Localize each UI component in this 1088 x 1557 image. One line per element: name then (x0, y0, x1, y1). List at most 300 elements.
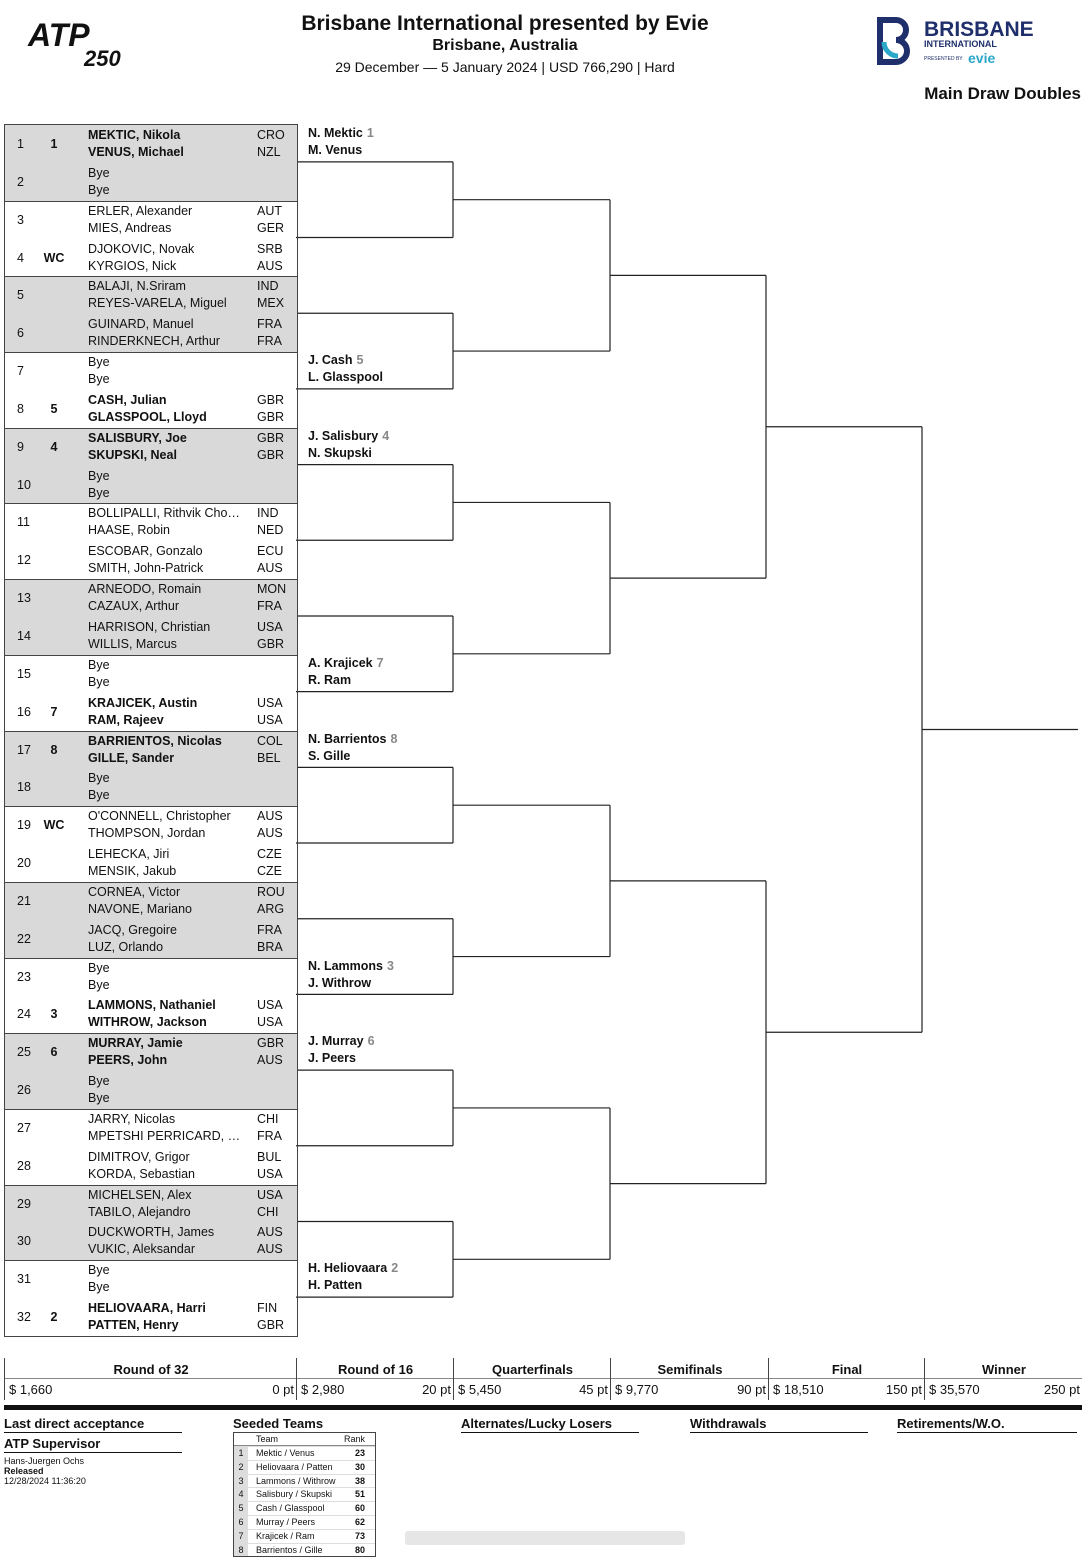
draw-row (5, 882, 297, 920)
player-2: MIES, Andreas (88, 220, 172, 235)
player-2: Bye (88, 182, 110, 197)
player-1: JACQ, Gregoire (88, 922, 177, 937)
seeded-header-team: Team (256, 1434, 279, 1444)
player-2: MPETSHI PERRICARD, … (88, 1128, 241, 1143)
country-2: USA (257, 1015, 283, 1030)
country-1: CRO (257, 128, 285, 142)
player-2: Bye (88, 1091, 110, 1106)
withdrawals-heading: Withdrawals (690, 1416, 868, 1433)
seeded-team-name: Mektic / Venus (256, 1448, 315, 1458)
player-1: Bye (88, 771, 110, 786)
country-1: USA (257, 1187, 283, 1202)
player-1: Bye (88, 165, 110, 180)
country-1: GBR (257, 392, 285, 407)
row-separator (5, 503, 297, 504)
draw-row (5, 428, 297, 466)
round-of-16-entry (308, 731, 397, 765)
seeded-team-name: Murray / Peers (256, 1516, 316, 1527)
country-2: AUS (257, 826, 283, 841)
seeded-team-name: Cash / Glasspool (256, 1503, 325, 1514)
seeded-team-row (234, 1446, 375, 1460)
r16-player-b: J. Peers (308, 1051, 356, 1066)
draw-position: 6 (17, 326, 24, 341)
seeded-team-row (234, 1515, 375, 1529)
row-separator (5, 1109, 297, 1110)
seeded-team-name: Krajicek / Ram (256, 1530, 315, 1541)
draw-position: 31 (17, 1272, 31, 1287)
ranking-points: 0 pt (272, 1382, 294, 1397)
r16-player-a: N. Barrientos (308, 731, 387, 746)
draw-row (5, 201, 297, 239)
draw-row (5, 920, 297, 958)
r16-player-a: H. Heliovaara (308, 1261, 388, 1276)
country-2: AUS (257, 258, 283, 273)
country-2: USA (257, 1166, 283, 1181)
player-2: TABILO, Alejandro (88, 1204, 191, 1219)
player-2: MENSIK, Jakub (88, 864, 177, 879)
draw-position: 10 (17, 477, 31, 492)
draw-row (5, 541, 297, 579)
player-1: CASH, Julian (88, 392, 167, 407)
row-separator (5, 428, 297, 429)
country-1: COL (257, 733, 283, 748)
player-1: LEHECKA, Jiri (88, 847, 170, 862)
r16-seed: 3 (387, 958, 394, 973)
seeded-team-rank: 60 (354, 1503, 365, 1514)
seed-label: 3 (50, 1007, 58, 1022)
player-1: DJOKOVIC, Novak (88, 241, 195, 256)
round-name: Winner (982, 1362, 1026, 1377)
draw-row (5, 1222, 297, 1260)
r16-player-b: S. Gille (308, 748, 351, 763)
retirements-heading: Retirements/W.O. (897, 1416, 1077, 1433)
r16-player-a: J. Salisbury (308, 428, 379, 443)
draw-position: 12 (17, 553, 31, 568)
country-2: USA (257, 712, 283, 727)
prize-money: $ 1,660 (9, 1382, 53, 1397)
player-2: WITHROW, Jackson (88, 1015, 207, 1030)
draw-row (5, 163, 297, 201)
country-1: GBR (257, 430, 285, 445)
draw-row (5, 239, 297, 277)
round-name: Semifinals (657, 1362, 723, 1377)
draw-row (5, 1071, 297, 1109)
seeded-team-rank: 30 (354, 1461, 365, 1472)
round-prize-cell (924, 1358, 1083, 1400)
player-1: SALISBURY, Joe (88, 430, 187, 445)
seed-number: 2 (234, 1461, 248, 1474)
player-2: NAVONE, Mariano (88, 901, 192, 916)
country-1: AUS (257, 1225, 283, 1240)
player-2: RINDERKNECH, Arthur (88, 334, 220, 349)
country-1: USA (257, 695, 283, 710)
draw-row (5, 579, 297, 617)
player-2: HAASE, Robin (88, 523, 170, 538)
footer-divider (4, 1405, 1082, 1410)
country-2: FRA (257, 334, 282, 349)
seeded-team-rank: 73 (354, 1530, 365, 1541)
round-of-16-entry (308, 428, 389, 462)
ranking-points: 250 pt (1043, 1382, 1080, 1397)
player-1: KRAJICEK, Austin (88, 695, 198, 710)
row-separator (5, 352, 297, 353)
country-1: FRA (257, 922, 282, 937)
country-2: FRA (257, 1128, 282, 1143)
seeded-table-header (234, 1433, 375, 1446)
draw-row (5, 768, 297, 806)
r16-player-b: J. Withrow (308, 975, 372, 990)
alternates-heading: Alternates/Lucky Losers (461, 1416, 639, 1433)
draw-position: 28 (17, 1158, 31, 1173)
player-2: KORDA, Sebastian (88, 1166, 195, 1181)
draw-position: 11 (17, 515, 30, 530)
draw-row (5, 466, 297, 504)
country-1: BUL (257, 1149, 282, 1164)
ranking-points: 45 pt (579, 1382, 608, 1397)
row-separator (5, 276, 297, 277)
round-of-16-entry (308, 655, 384, 689)
draw-position: 5 (17, 288, 24, 303)
country-1: ROU (257, 884, 285, 899)
player-2: RAM, Rajeev (88, 712, 164, 727)
country-2: GBR (257, 447, 285, 462)
round-prize-cell (453, 1358, 611, 1400)
country-2: MEX (257, 296, 285, 311)
row-separator (5, 1185, 297, 1186)
row-separator (5, 882, 297, 883)
draw-position: 22 (17, 931, 31, 946)
round-prize-cell (296, 1358, 454, 1400)
seeded-team-row (234, 1474, 375, 1488)
draw-row (5, 806, 297, 844)
player-2: GLASSPOOL, Lloyd (88, 409, 207, 424)
country-2: CZE (257, 864, 282, 879)
prize-money: $ 35,570 (929, 1382, 980, 1397)
round-name: Round of 16 (337, 1362, 414, 1377)
seed-number: 8 (234, 1544, 248, 1557)
draw-row (5, 1147, 297, 1185)
draw-position: 17 (17, 742, 31, 757)
draw-type-label: Main Draw Doubles (924, 84, 1081, 103)
player-2: LUZ, Orlando (88, 939, 164, 954)
seed-label: 6 (50, 1045, 58, 1060)
draw-row (5, 390, 297, 428)
supervisor-name: Hans-Juergen Ochs (4, 1456, 85, 1466)
r16-seed: 1 (366, 126, 374, 140)
draw-position: 13 (17, 591, 31, 606)
draw-row (5, 1033, 297, 1071)
country-1: AUS (257, 809, 283, 824)
row-separator (5, 1033, 297, 1034)
round-name: Final (831, 1362, 863, 1377)
player-1: Bye (88, 657, 110, 672)
draw-row (5, 1185, 297, 1223)
row-separator (5, 579, 297, 580)
draw-row (5, 693, 297, 731)
seed-number: 3 (234, 1475, 248, 1488)
seed-number: 1 (234, 1447, 248, 1460)
country-1: ECU (257, 544, 284, 559)
draw-position: 23 (17, 969, 31, 984)
player-1: HELIOVAARA, Harri (88, 1301, 206, 1316)
country-1: MON (257, 582, 287, 597)
draw-position: 30 (17, 1234, 31, 1249)
country-2: AUS (257, 1242, 283, 1257)
draw-position: 16 (17, 704, 31, 719)
round-name: Round of 32 (113, 1362, 189, 1377)
player-1: ARNEODO, Romain (88, 582, 202, 597)
country-1: FRA (257, 317, 282, 332)
seed-number: 7 (234, 1530, 248, 1543)
round-of-16-entry (308, 352, 383, 386)
seed-number: 4 (234, 1488, 248, 1501)
r16-player-b: M. Venus (308, 143, 363, 157)
country-2: ARG (257, 901, 285, 916)
player-2: GILLE, Sander (88, 750, 175, 765)
country-2: BEL (257, 750, 281, 765)
r16-player-b: L. Glasspool (308, 370, 384, 385)
r16-seed: 5 (356, 353, 364, 368)
player-1: BALAJI, N.Sriram (88, 279, 186, 294)
draw-position: 27 (17, 1120, 31, 1135)
player-2: Bye (88, 674, 110, 689)
draw-table (4, 124, 298, 1337)
country-1: USA (257, 619, 283, 634)
ranking-points: 90 pt (737, 1382, 766, 1397)
seed-number: 6 (234, 1516, 248, 1529)
r16-player-a: J. Cash (308, 353, 353, 368)
country-1: IND (257, 506, 279, 521)
seed-label: 2 (50, 1310, 58, 1325)
draw-position: 1 (17, 137, 24, 151)
prize-money: $ 9,770 (615, 1382, 659, 1397)
player-1: MICHELSEN, Alex (88, 1187, 192, 1202)
row-separator (5, 1260, 297, 1261)
player-1: BARRIENTOS, Nicolas (88, 733, 222, 748)
draw-row (5, 655, 297, 693)
seed-label: 5 (50, 401, 58, 416)
r16-player-a: A. Krajicek (308, 655, 373, 670)
tournament-location: Brisbane, Australia (432, 37, 578, 54)
faded-watermark (405, 1527, 685, 1549)
draw-position: 18 (17, 780, 31, 795)
r16-player-b: H. Patten (308, 1278, 363, 1293)
draw-position: 4 (17, 250, 24, 265)
seed-label: 4 (50, 439, 58, 454)
seeded-team-rank: 51 (354, 1489, 365, 1500)
player-2: THOMPSON, Jordan (88, 826, 206, 841)
country-2: CHI (257, 1204, 279, 1219)
r16-seed: 2 (391, 1261, 399, 1276)
draw-position: 29 (17, 1196, 31, 1211)
draw-position: 25 (17, 1045, 31, 1060)
row-separator (5, 731, 297, 732)
release-timestamp: 12/28/2024 11:36:20 (4, 1476, 86, 1486)
player-2: PATTEN, Henry (88, 1318, 179, 1333)
seeded-team-rank: 38 (354, 1475, 365, 1486)
player-1: ESCOBAR, Gonzalo (88, 544, 203, 559)
sponsor-logo-text: BRISBANE (924, 18, 1034, 41)
seed-label: WC (43, 250, 65, 265)
draw-position: 21 (17, 893, 31, 908)
row-separator (5, 655, 297, 656)
round-of-16-entry (308, 1033, 375, 1067)
r16-player-b: R. Ram (308, 672, 352, 687)
seeded-team-row (234, 1487, 375, 1501)
player-1: CORNEA, Victor (88, 884, 181, 899)
country-1: CHI (257, 1111, 279, 1126)
seed-label: 8 (50, 742, 58, 757)
sponsor-logo-brand: evie (968, 50, 996, 66)
atp-logo-number: 250 (84, 46, 121, 70)
player-2: Bye (88, 977, 110, 992)
draw-position: 7 (17, 364, 24, 379)
draw-row (5, 314, 297, 352)
r16-seed: 4 (382, 428, 390, 443)
country-1: FIN (257, 1301, 278, 1316)
player-2: KYRGIOS, Nick (88, 258, 177, 273)
seeded-team-name: Heliovaara / Patten (256, 1461, 333, 1472)
player-2: SKUPSKI, Neal (88, 447, 177, 462)
player-2: PEERS, John (88, 1053, 168, 1068)
draw-row (5, 125, 297, 163)
draw-position: 3 (17, 212, 24, 227)
draw-position: 15 (17, 666, 31, 681)
seeded-team-name: Lammons / Withrow (256, 1475, 336, 1486)
country-2: GBR (257, 409, 285, 424)
draw-position: 9 (17, 439, 24, 454)
r16-seed: 8 (390, 731, 398, 746)
player-1: LAMMONS, Nathaniel (88, 998, 216, 1013)
player-1: Bye (88, 960, 110, 975)
seeded-team-rank: 23 (354, 1448, 365, 1458)
prize-money: $ 5,450 (458, 1382, 502, 1397)
country-2: NZL (257, 145, 281, 159)
round-of-16-entry (308, 958, 394, 992)
r16-seed: 6 (367, 1034, 375, 1049)
player-1: HARRISON, Christian (88, 619, 211, 634)
player-1: Bye (88, 355, 110, 370)
player-2: VUKIC, Aleksandar (88, 1242, 195, 1257)
seed-label: 7 (50, 704, 58, 719)
player-2: SMITH, John-Patrick (88, 561, 204, 576)
country-2: BRA (257, 939, 283, 954)
country-2: AUS (257, 561, 283, 576)
draw-row (5, 1109, 297, 1147)
sponsor-logo-sub: INTERNATIONAL (924, 39, 997, 49)
country-1: SRB (257, 241, 283, 256)
country-1: USA (257, 998, 283, 1013)
seeded-team-name: Barrientos / Gille (256, 1544, 323, 1555)
seeded-teams-heading: Seeded Teams (233, 1416, 375, 1433)
atp-logo-text: ATP (28, 17, 90, 53)
seeded-team-row (234, 1501, 375, 1515)
ranking-points: 20 pt (422, 1382, 451, 1397)
draw-row (5, 1298, 297, 1336)
round-prize-cell (610, 1358, 769, 1400)
player-2: Bye (88, 788, 110, 803)
country-1: AUT (257, 203, 282, 218)
player-2: REYES-VARELA, Miguel (88, 296, 227, 311)
player-2: WILLIS, Marcus (88, 636, 177, 651)
seed-label: WC (43, 818, 65, 833)
country-2: GER (257, 220, 285, 235)
seeded-team-name: Salisbury / Skupski (256, 1489, 333, 1500)
seed-number: 5 (234, 1502, 248, 1515)
player-2: VENUS, Michael (88, 145, 184, 159)
tournament-dates-prize: 29 December — 5 January 2024 | USD 766,290 | Hard (335, 59, 675, 75)
player-1: JARRY, Nicolas (88, 1111, 176, 1126)
draw-position: 26 (17, 1083, 31, 1098)
sponsor-logo-presented: PRESENTED BY (924, 56, 963, 62)
round-prize-cell (768, 1358, 925, 1400)
prize-money: $ 2,980 (301, 1382, 345, 1397)
draw-position: 14 (17, 628, 31, 643)
country-2: GBR (257, 636, 285, 651)
country-1: IND (257, 279, 279, 294)
draw-row (5, 1260, 297, 1298)
r16-player-a: N. Mektic (308, 126, 363, 140)
player-1: Bye (88, 1263, 110, 1278)
country-2: FRA (257, 599, 282, 614)
seeded-team-row (234, 1543, 375, 1557)
country-2: GBR (257, 1318, 285, 1333)
country-2: NED (257, 523, 284, 538)
draw-row (5, 731, 297, 769)
r16-player-a: J. Murray (308, 1034, 364, 1049)
country-2: AUS (257, 1053, 283, 1068)
prize-money: $ 18,510 (773, 1382, 824, 1397)
country-1: GBR (257, 1036, 285, 1051)
player-1: Bye (88, 1074, 110, 1089)
draw-row (5, 844, 297, 882)
player-1: MEKTIC, Nikola (88, 128, 181, 142)
player-1: DUCKWORTH, James (88, 1225, 215, 1240)
r16-seed: 7 (376, 655, 384, 670)
seeded-teams-table (233, 1432, 376, 1557)
player-2: Bye (88, 372, 110, 387)
player-2: Bye (88, 1280, 110, 1295)
draw-row (5, 276, 297, 314)
row-separator (5, 806, 297, 807)
ranking-points: 150 pt (885, 1382, 922, 1397)
r16-player-a: N. Lammons (308, 958, 384, 973)
draw-position: 24 (17, 1007, 31, 1022)
tournament-title: Brisbane International presented by Evie (301, 12, 709, 35)
round-prize-cell (4, 1358, 297, 1400)
draw-position: 8 (17, 401, 24, 416)
draw-row (5, 352, 297, 390)
player-2: CAZAUX, Arthur (88, 599, 179, 614)
draw-row (5, 617, 297, 655)
r16-player-b: N. Skupski (308, 445, 372, 460)
draw-position: 20 (17, 856, 31, 871)
player-2: Bye (88, 485, 110, 500)
seeded-header-rank: Rank (343, 1434, 365, 1444)
player-1: GUINARD, Manuel (88, 317, 194, 332)
round-of-16-entry (308, 1260, 398, 1294)
supervisor-heading: ATP Supervisor (4, 1436, 182, 1453)
draw-position: 19 (17, 818, 31, 833)
draw-row (5, 995, 297, 1033)
seeded-team-rank: 62 (354, 1516, 365, 1527)
draw-position: 32 (17, 1310, 31, 1325)
seeded-team-row (234, 1529, 375, 1543)
prize-money-row (4, 1358, 1082, 1402)
player-1: O'CONNELL, Christopher (88, 809, 231, 824)
draw-row (5, 503, 297, 541)
last-direct-acceptance-heading: Last direct acceptance (4, 1416, 182, 1433)
